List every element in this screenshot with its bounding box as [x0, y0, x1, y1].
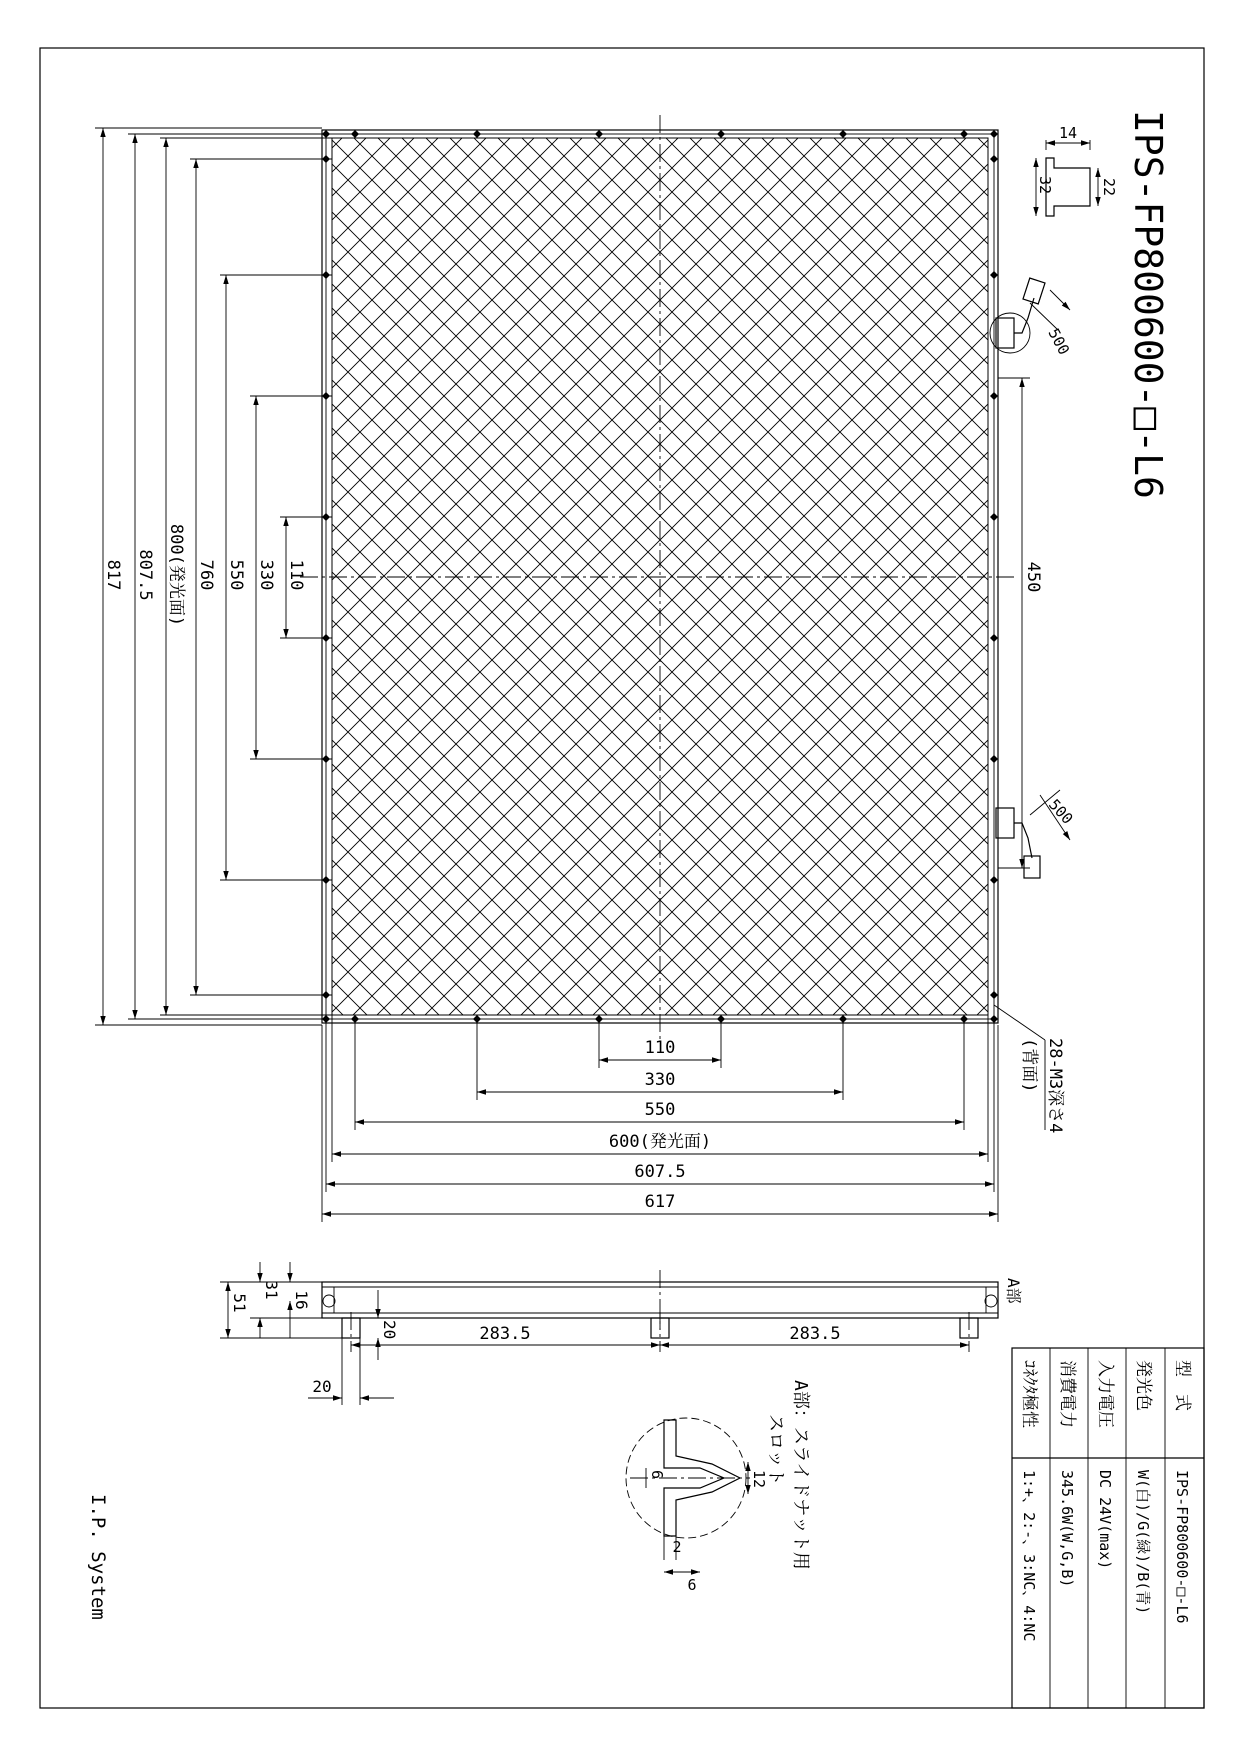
dim-330-v: 330	[256, 559, 276, 591]
horizontal-dimensions	[322, 1015, 998, 1222]
dim-800-emitting: 800(発光面)	[166, 523, 186, 627]
mounting-hole-mark	[322, 130, 330, 138]
connector-bottom	[996, 790, 1077, 878]
pitch-283-5-right: 283.5	[789, 1324, 841, 1344]
detail-a-dim-6b: 6	[687, 1576, 697, 1594]
mounting-hole-mark	[990, 755, 998, 763]
connector-profile	[1036, 124, 1118, 216]
side-view	[220, 1262, 1023, 1405]
mounting-note-group	[994, 1005, 1065, 1133]
spec-label: 型 式	[1172, 1360, 1192, 1411]
dim-817: 817	[103, 559, 123, 591]
dim-607-5: 607.5	[634, 1162, 686, 1182]
mounting-hole-mark	[839, 130, 847, 138]
spec-value: 1:+、2:-、3:NC、4:NC	[1020, 1470, 1038, 1642]
mounting-note-sub: (背面)	[1019, 1038, 1039, 1093]
mounting-note: 28-M3深さ4	[1045, 1038, 1065, 1134]
panel-front-view	[300, 115, 1015, 1040]
dim-600-emitting: 600(発光面)	[608, 1132, 712, 1152]
mounting-hole-mark	[990, 392, 998, 400]
mounting-hole-mark	[990, 634, 998, 642]
mounting-hole-mark	[990, 513, 998, 521]
section-a-label: A部	[1004, 1278, 1023, 1304]
spec-label: 消費電力	[1057, 1360, 1077, 1428]
spec-label: 発光色	[1133, 1360, 1153, 1411]
detail-a-dim-2: 2	[672, 1538, 682, 1556]
side-height-16: 16	[292, 1290, 311, 1310]
spec-label: 入力電圧	[1095, 1360, 1115, 1428]
dim-330-h: 330	[644, 1070, 676, 1090]
dim-617: 617	[644, 1192, 676, 1212]
connector-height-32: 32	[1036, 175, 1054, 195]
dim-807-5: 807.5	[135, 549, 155, 601]
dim-550-v: 550	[226, 559, 246, 591]
pitch-283-5-left: 283.5	[479, 1324, 531, 1344]
spec-value: 345.6W(W,G,B)	[1058, 1470, 1076, 1588]
mounting-hole-mark	[351, 130, 359, 138]
detail-a-dim-6a: 6	[648, 1470, 666, 1480]
detail-a-caption-2: スロット	[765, 1414, 786, 1486]
mounting-hole-mark	[473, 130, 481, 138]
mounting-hole-mark	[990, 991, 998, 999]
spec-label: ｺﾈｸﾀ極性	[1019, 1360, 1039, 1428]
cable-length-top: 500	[1044, 325, 1074, 358]
connector-top	[990, 278, 1073, 358]
mounting-hole-mark	[990, 271, 998, 279]
dim-110-v: 110	[286, 559, 306, 591]
mounting-hole-mark	[990, 155, 998, 163]
connector-height-22: 22	[1100, 177, 1118, 197]
spec-table	[1012, 1348, 1204, 1708]
cable-length-bottom: 500	[1045, 795, 1077, 828]
dim-760: 760	[196, 559, 216, 591]
mounting-hole-mark	[717, 130, 725, 138]
connector-width-14: 14	[1058, 124, 1078, 142]
vertical-dimensions	[95, 128, 332, 1025]
side-height-51: 51	[230, 1293, 249, 1313]
mounting-hole-mark	[990, 876, 998, 884]
foot-width-20: 20	[312, 1377, 332, 1396]
mounting-hole-mark	[990, 130, 998, 138]
dim-110-h: 110	[644, 1038, 676, 1058]
mounting-hole-mark	[595, 130, 603, 138]
spec-value: IPS-FP800600-□-L6	[1173, 1470, 1191, 1624]
spec-value: DC 24V(max)	[1096, 1470, 1114, 1570]
side-height-31: 31	[262, 1280, 281, 1300]
spec-value: W(白)/G(緑)/B(青)	[1134, 1470, 1152, 1615]
detail-a-caption-1: A部：スライドナット用	[790, 1380, 811, 1570]
detail-a	[626, 1380, 811, 1594]
foot-height-20: 20	[380, 1320, 399, 1340]
detail-a-dim-12: 12	[750, 1470, 768, 1489]
dim-450: 450	[1023, 561, 1043, 593]
mounting-hole-mark	[960, 130, 968, 138]
dim-550-h: 550	[644, 1100, 676, 1120]
company-label: I.P. System	[87, 1494, 109, 1620]
model-title: IPS-FP800600-□-L6	[1126, 110, 1170, 499]
dim-450-group	[998, 378, 1043, 868]
